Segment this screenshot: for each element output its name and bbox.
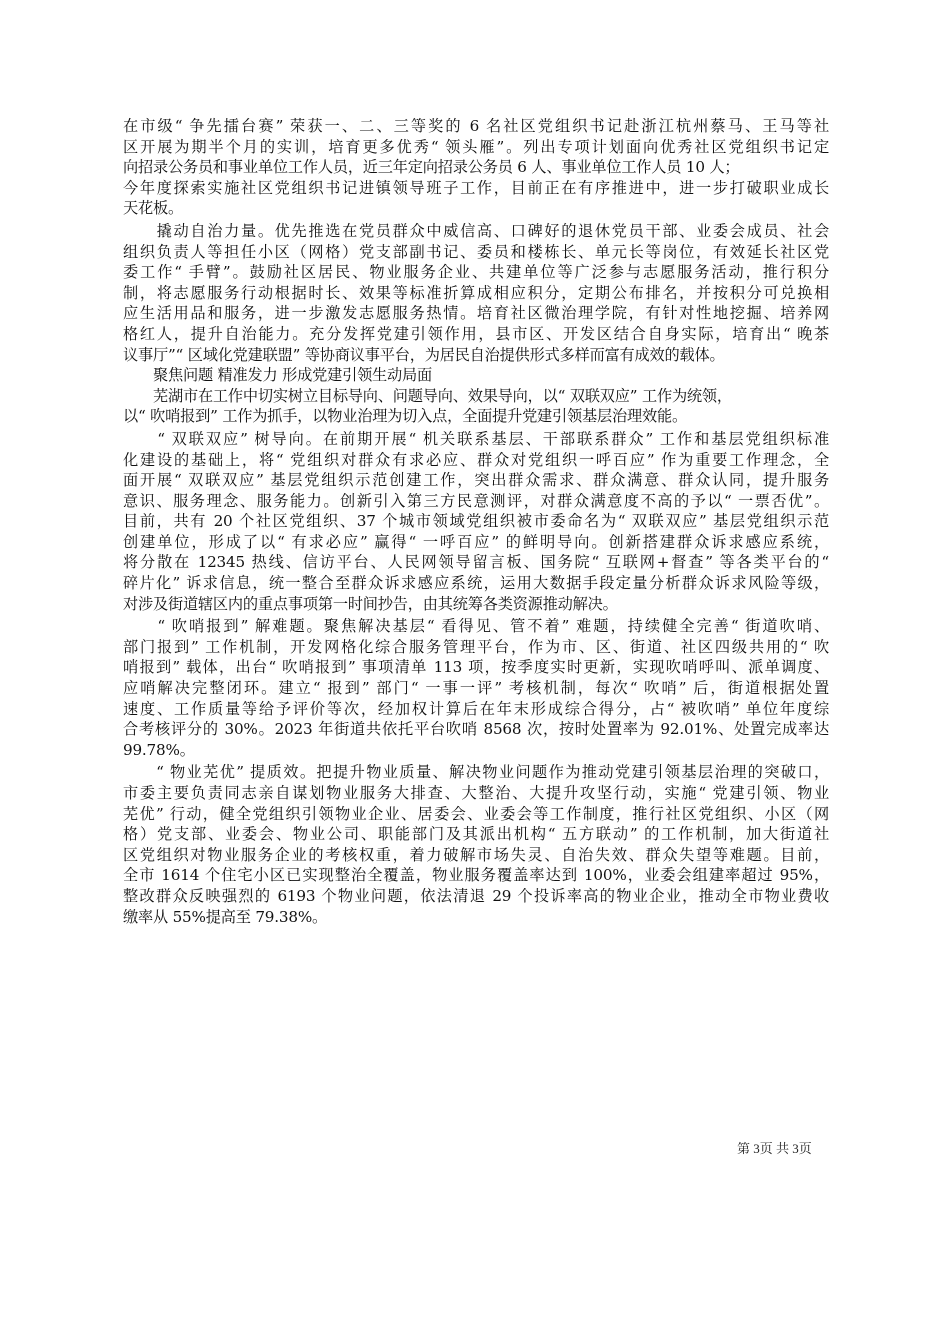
paragraph-chuishao-baodao [123, 616, 829, 760]
text-line: 应生活用品和服务，进一步激发志愿服务热情。培育社区微治理学院，有针对性地挖掘、培养网 [123, 304, 829, 323]
paragraph-autonomy [123, 221, 829, 365]
text-line: 全市 1614 个住宅小区已实现整治全覆盖，物业服务覆盖率达到 100%，业委会组建率超过 95%， [123, 866, 829, 885]
section-heading [123, 365, 829, 386]
text-line: 今年度探索实施社区党组织书记进镇领导班子工作，目前正在有序推进中，进一步打破职业成长 [123, 178, 829, 197]
text-line: 99.78%。 [123, 740, 195, 759]
text-line: 面开展“ 双联双应” 基层党组织示范创建工作，突出群众需求、群众满意、群众认同，提升服务 [123, 471, 829, 490]
text-line: 芜优” 行动，健全党组织引领物业企业、居委会、业委会等工作制度，推行社区党组织、小区（网 [123, 804, 829, 823]
text-line: 市委主要负责同志亲自谋划物业服务大排查、大整治、大提升攻坚行动，实施“ 党建引领、物业 [123, 784, 829, 802]
document-body [123, 116, 829, 927]
text-line: 委工作“ 手臂”。鼓励社区居民、物业服务企业、共建单位等广泛参与志愿服务活动，推行积分 [123, 263, 829, 282]
text-line: 天花板。 [123, 199, 183, 218]
text-line: 在市级“ 争先擂台赛” 荣获一、二、三等奖的 6 名社区党组织书记赴浙江杭州蔡马、王马等社 [123, 117, 829, 135]
text-line: 议事厅”“ 区域化党建联盟” 等协商议事平台，为居民自治提供形式多样而富有成效的载体。 [123, 345, 725, 364]
paragraph-intro [123, 386, 829, 427]
text-line: 碎片化” 诉求信息，统一整合至群众诉求感应系统，运用大数据手段定量分析群众诉求风险等级， [123, 574, 829, 593]
paragraph-shuanglian-shuangying [123, 429, 829, 614]
text-line: 哨报到” 载体，出台“ 吹哨报到” 事项清单 113 项，按季度实时更新，实现吹哨呼叫、派单调度、 [123, 658, 829, 677]
text-line: 化建设的基础上，将“ 党组织对群众有求必应、群众对党组织一呼百应” 作为重要工作理念，全 [123, 450, 829, 469]
text-line: 向招录公务员和事业单位工作人员，近三年定向招录公务员 6 人、事业单位工作人员 10 人； [123, 158, 740, 177]
text-line: 对涉及街道辖区内的重点事项第一时间抄告，由其统筹各类资源推动解决。 [123, 594, 618, 613]
text-line: 区开展为期半个月的实训，培育更多优秀“ 领头雁”。列出专项计划面向优秀社区党组织书记定 [123, 137, 829, 156]
text-line: 合考核评分的 30%。2023 年街道共依托平台吹哨 8568 次，按时处置率为 92.01%、处置完成率达 [123, 720, 829, 739]
text-line: 缴率从 55%提高至 79.38%。 [123, 907, 328, 926]
page-number-footer: 第 3页 共 3页 [737, 1141, 812, 1156]
heading-text: 聚焦问题 精准发力 形成党建引领生动局面 [123, 366, 433, 385]
text-line: 制，将志愿服务行动根据时长、效果等标准折算成相应积分，定期公布排名，并按积分可兑换相 [123, 283, 829, 302]
text-line: 组织负责人等担任小区（网格）党支部副书记、委员和楼栋长、单元长等岗位，有效延长社区党 [123, 242, 829, 261]
text-line: 目前，共有 20 个社区党组织、37 个城市领域党组织被市委命名为“ 双联双应” 基层党组织示范 [123, 512, 829, 531]
text-line: 芜湖市在工作中切实树立目标导向、问题导向、效果导向，以“ 双联双应” 工作为统领， [123, 386, 732, 405]
text-line: 区党组织对物业服务企业的考核权重，着力破解市场失灵、自治失效、群众失望等难题。目前， [123, 845, 829, 864]
text-line: 应哨解决完整闭环。建立“ 报到” 部门“ 一事一评” 考核机制，每次“ 吹哨” 后，街道根据处置 [123, 679, 829, 698]
text-line: 将分散在 12345 热线、信访平台、人民网领导留言板、国务院“ 互联网+督查” 等各类平台的“ [123, 553, 829, 572]
text-line: 撬动自治力量。优先推选在党员群众中威信高、口碑好的退休党员干部、业委会成员、社会 [123, 221, 829, 240]
text-line: “ 双联双应” 树导向。在前期开展“ 机关联系基层、干部联系群众” 工作和基层党组织标准 [123, 429, 829, 448]
paragraph-talent-cultivation [123, 116, 829, 219]
text-line: 速度、工作质量等给予评价等次，经加权计算后在年末形成综合得分，占“ 被吹哨” 单位年度综 [123, 699, 829, 718]
text-line: 整改群众反映强烈的 6193 个物业问题，依法清退 29 个投诉率高的物业企业，推动全市物业费收 [123, 886, 829, 905]
text-line: 部门报到” 工作机制，开发网格化综合服务管理平台，作为市、区、街道、社区四级共用的“ 吹 [123, 637, 829, 656]
text-line: 以“ 吹哨报到” 工作为抓手，以物业治理为切入点，全面提升党建引领基层治理效能。 [123, 407, 687, 426]
text-line: “ 物业芜优” 提质效。把提升物业质量、解决物业问题作为推动党建引领基层治理的突破口， [123, 763, 829, 782]
text-line: 创建单位，形成了以“ 有求必应” 赢得“ 一呼百应” 的鲜明导向。创新搭建群众诉求感应系统， [123, 532, 829, 551]
text-line: “ 吹哨报到” 解难题。聚焦解决基层“ 看得见、管不着” 难题，持续健全完善“ 街道吹哨、 [123, 617, 829, 636]
text-line: 意识、服务理念、服务能力。创新引入第三方民意测评，对群众满意度不高的予以“ 一票否优”。 [123, 491, 829, 510]
text-line: 格红人，提升自治能力。充分发挥党建引领作用，县市区、开发区结合自身实际，培育出“ 晚茶 [123, 324, 829, 343]
paragraph-wuye-wuyou [123, 762, 829, 927]
text-line: 格）党支部、业委会、物业公司、职能部门及其派出机构“ 五方联动” 的工作机制，加大街道社 [123, 825, 829, 844]
